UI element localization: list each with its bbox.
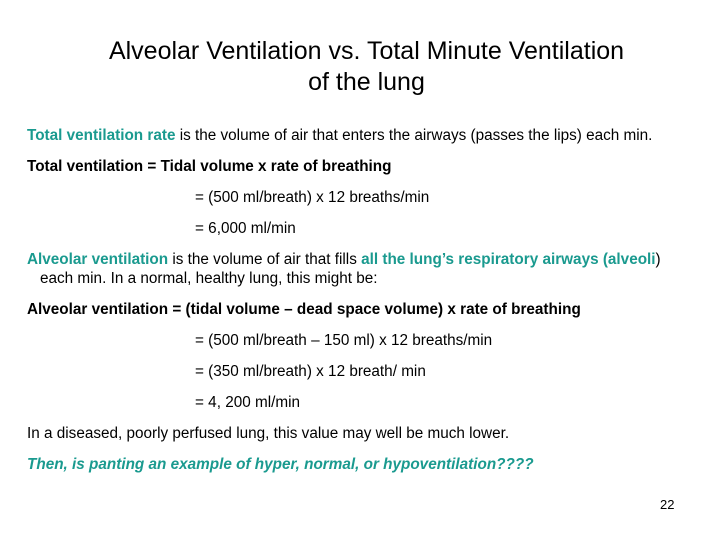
slide-body (27, 126, 697, 474)
term-total-ventilation-rate: Total ventilation rate (27, 127, 176, 144)
definition-text: is the volume of air that enters the airways (passes the lips) each min. (175, 127, 653, 144)
formula-total-ventilation: Total ventilation = Tidal volume x rate of breathing (27, 158, 392, 175)
formula-result: = 6,000 ml/min (195, 220, 296, 237)
definition-tail: each min. In a normal, healthy lung, this might be: (40, 270, 378, 287)
formula-step: = (350 ml/breath) x 12 breath/ min (195, 363, 426, 380)
highlight-respiratory-airways: all the lung’s respiratory airways (alveoli (361, 251, 656, 268)
term-alveolar-ventilation: Alveolar ventilation (27, 251, 169, 268)
formula-step: = (500 ml/breath – 150 ml) x 12 breaths/min (195, 332, 493, 349)
slide-title (40, 36, 693, 98)
formula-step: = (500 ml/breath) x 12 breaths/min (195, 189, 430, 206)
paragraph-total-ventilation-rate (27, 126, 697, 145)
title-line-2: of the lung (308, 68, 425, 96)
paragraph-diseased-lung: In a diseased, poorly perfused lung, this value may well be much lower. (27, 425, 510, 442)
page-number: 22 (660, 497, 675, 512)
formula-alveolar-ventilation: Alveolar ventilation = (tidal volume – dead space volume) x rate of breathing (27, 301, 581, 318)
paragraph-alveolar-ventilation (27, 250, 697, 288)
definition-text: is the volume of air that fills (168, 251, 362, 268)
question-panting: Then, is panting an example of hyper, normal, or hypoventilation???? (27, 456, 534, 473)
closing-paren: ) (655, 251, 661, 268)
formula-result: = 4, 200 ml/min (195, 394, 301, 411)
title-line-1: Alveolar Ventilation vs. Total Minute Ventilation (108, 37, 625, 65)
